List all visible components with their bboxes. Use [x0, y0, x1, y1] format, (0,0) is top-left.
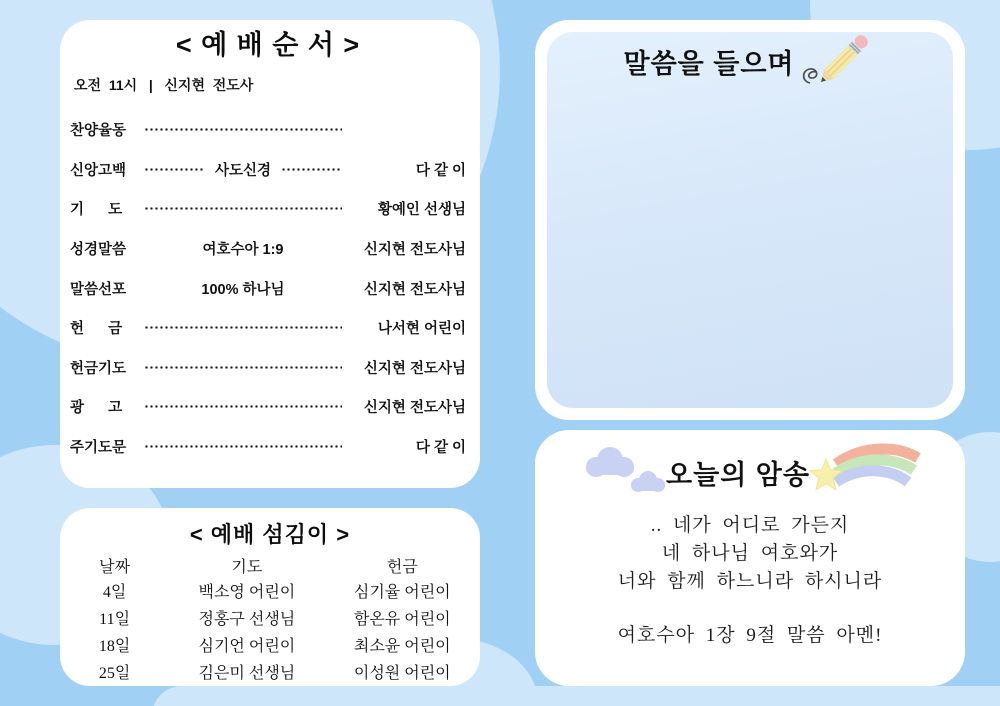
order-item-detail: 100% 하나님 [201, 281, 285, 298]
worship-order-subtitle: 오전 11시 | 신지현 전도사 [74, 77, 254, 94]
servants-row [60, 604, 480, 631]
order-row [70, 238, 466, 259]
order-item-label: 주기도문 [70, 440, 127, 457]
dotted-leader [144, 128, 342, 131]
order-item-person: 다 같 이 [415, 440, 466, 457]
sermon-notes-title: 말씀을 들으며 [623, 49, 795, 79]
order-item-person: 신지현 전도사님 [363, 400, 466, 417]
order-item-label: 헌 금 [70, 321, 123, 338]
servants-cell: 11일 [99, 611, 131, 628]
dotted-leader [144, 366, 342, 369]
sermon-notes-card [535, 20, 965, 420]
order-row [70, 198, 466, 219]
order-item-person: 다 같 이 [415, 162, 466, 179]
verse-line: 너와 함께 하느니라 하시니라 [617, 571, 883, 592]
dotted-leader [281, 168, 342, 171]
order-item-person: 신지현 전도사님 [363, 241, 466, 258]
servants-column-header: 날짜 [99, 558, 131, 576]
servants-card [60, 508, 480, 686]
verse-line: .. 네가 어디로 가든지 [650, 515, 850, 536]
order-item-label: 광 고 [70, 400, 123, 417]
servants-cell: 백소영 어린이 [198, 584, 296, 601]
servants-cell: 심기언 어린이 [198, 638, 296, 655]
shooting-star-icon [806, 442, 922, 502]
order-row [70, 317, 466, 338]
order-item-label: 기 도 [70, 202, 123, 219]
worship-order-title: < 예 배 순 서 > [175, 30, 361, 60]
order-row [70, 357, 466, 378]
background-blob [152, 686, 1000, 706]
clouds-icon [578, 445, 670, 499]
order-row [70, 396, 466, 417]
dotted-leader [144, 405, 342, 408]
servants-cell: 최소윤 어린이 [353, 638, 451, 655]
servants-cell: 김은미 선생님 [198, 665, 296, 682]
servants-column-header: 기도 [231, 558, 263, 576]
order-item-detail: 여호수아 1:9 [202, 241, 284, 258]
dotted-leader [144, 326, 342, 329]
order-row [70, 159, 466, 180]
servants-row [60, 631, 480, 658]
memory-verse-title: 오늘의 암송 [666, 459, 810, 490]
servants-cell: 심기율 어린이 [353, 584, 451, 601]
order-item-person: 나서현 어린이 [377, 321, 466, 338]
servants-cell: 이성원 어린이 [353, 665, 451, 682]
order-item-person: 신지현 전도사님 [363, 281, 466, 298]
dotted-leader [144, 445, 342, 448]
servants-cell: 18일 [98, 638, 131, 655]
servants-body [60, 577, 480, 685]
memory-verse-card [535, 430, 965, 686]
servants-title: < 예배 섬김이 > [189, 522, 351, 547]
memory-verse-reference: 여호수아 1장 9절 말씀 아멘! [617, 625, 883, 646]
order-row [70, 119, 466, 140]
worship-order-list [70, 119, 466, 457]
order-row [70, 278, 466, 299]
servants-cell: 정홍구 선생님 [198, 611, 296, 628]
order-item-detail: 사도신경 [214, 162, 272, 179]
dotted-leader [144, 207, 342, 210]
servants-header-row [60, 553, 480, 577]
verse-line: 네 하나님 여호와가 [661, 543, 839, 564]
servants-row [60, 577, 480, 604]
pencil-icon [797, 30, 877, 96]
order-row [70, 436, 466, 457]
order-item-person: 신지현 전도사님 [363, 360, 466, 377]
dotted-leader [144, 168, 205, 171]
order-item-label: 신앙고백 [70, 162, 127, 179]
servants-row [60, 658, 480, 685]
servants-cell: 4일 [102, 584, 127, 601]
memory-verse-text [535, 512, 965, 596]
servants-column-header: 헌금 [386, 558, 418, 576]
order-item-label: 헌금기도 [70, 360, 127, 377]
servants-cell: 함온유 어린이 [353, 611, 451, 628]
order-item-label: 말씀선포 [70, 281, 127, 298]
servants-cell: 25일 [98, 665, 131, 682]
worship-order-card [60, 20, 480, 488]
order-item-person: 황예인 선생님 [377, 202, 466, 219]
order-item-label: 찬양율동 [70, 123, 127, 140]
order-item-label: 성경말씀 [70, 241, 127, 258]
servants-table [60, 553, 480, 685]
